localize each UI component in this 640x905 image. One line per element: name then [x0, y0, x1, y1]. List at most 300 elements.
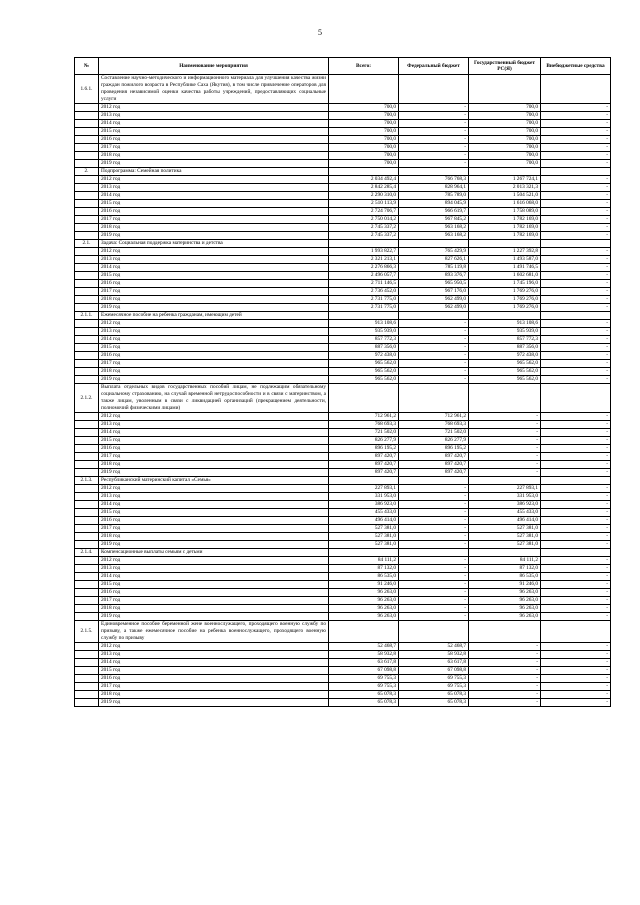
- state-cell: 87 132,0: [469, 565, 541, 573]
- state-cell: 700,0: [469, 160, 541, 168]
- total-cell: 896 195,2: [329, 445, 399, 453]
- empty-cell: [469, 477, 541, 485]
- table-row: [75, 517, 611, 525]
- federal-cell: 785 119,8: [399, 264, 469, 272]
- total-cell: 700,0: [329, 152, 399, 160]
- total-cell: 965 562,0: [329, 368, 399, 376]
- empty-cell: [541, 621, 611, 643]
- year-cell: 2016 год: [99, 136, 329, 144]
- table-row: [75, 200, 611, 208]
- extra-cell: -: [541, 216, 611, 224]
- total-cell: 496 414,0: [329, 517, 399, 525]
- table-row: [75, 573, 611, 581]
- empty-cell: [469, 312, 541, 320]
- table-row: [75, 437, 611, 445]
- extra-cell: -: [541, 651, 611, 659]
- table-row: [75, 557, 611, 565]
- total-cell: 67 098,8: [329, 667, 399, 675]
- year-cell: 2015 год: [99, 509, 329, 517]
- table-row: [75, 232, 611, 240]
- total-cell: 527 381,0: [329, 533, 399, 541]
- federal-cell: -: [399, 581, 469, 589]
- federal-cell: 897 420,7: [399, 453, 469, 461]
- state-cell: 527 381,0: [469, 525, 541, 533]
- extra-cell: -: [541, 421, 611, 429]
- total-cell: 700,0: [329, 128, 399, 136]
- year-cell: 2013 год: [99, 328, 329, 336]
- table-row: [75, 248, 611, 256]
- year-cell: 2016 год: [99, 517, 329, 525]
- total-cell: 527 381,0: [329, 541, 399, 549]
- federal-cell: -: [399, 352, 469, 360]
- federal-cell: 58 932,8: [399, 651, 469, 659]
- year-cell: 2015 год: [99, 581, 329, 589]
- federal-cell: -: [399, 493, 469, 501]
- federal-cell: 962 499,0: [399, 304, 469, 312]
- year-cell: 2019 год: [99, 541, 329, 549]
- section-code: 2.1.1.: [75, 312, 99, 320]
- total-cell: 2 290 310,0: [329, 192, 399, 200]
- empty-cell: [75, 493, 99, 501]
- table-row: [75, 501, 611, 509]
- year-cell: 2014 год: [99, 336, 329, 344]
- table-row: [75, 184, 611, 192]
- table-row: [75, 152, 611, 160]
- state-cell: 700,0: [469, 144, 541, 152]
- table-row: [75, 192, 611, 200]
- state-cell: 965 562,0: [469, 368, 541, 376]
- section-title: Подпрограмма: Семейная политика: [99, 168, 329, 176]
- federal-cell: -: [399, 144, 469, 152]
- year-cell: 2018 год: [99, 461, 329, 469]
- total-cell: 700,0: [329, 120, 399, 128]
- extra-cell: -: [541, 541, 611, 549]
- total-cell: 2 745 337,2: [329, 224, 399, 232]
- extra-cell: -: [541, 501, 611, 509]
- section-title: Единовременное пособие беременной жене военнослужащего, проходящего военную службу по призыву, а также ежемесячное пособие на ребенка военнослужащего, проходящего военную службу по призыву: [99, 621, 329, 643]
- empty-cell: [399, 75, 469, 104]
- table-row: [75, 659, 611, 667]
- federal-cell: 826 277,9: [399, 437, 469, 445]
- state-cell: 1 782 169,0: [469, 216, 541, 224]
- empty-cell: [75, 597, 99, 605]
- extra-cell: -: [541, 200, 611, 208]
- empty-cell: [75, 429, 99, 437]
- total-cell: 227 893,1: [329, 485, 399, 493]
- empty-cell: [75, 264, 99, 272]
- empty-cell: [399, 312, 469, 320]
- section-title: Компенсационные выплаты семьям с детьми: [99, 549, 329, 557]
- year-cell: 2012 год: [99, 485, 329, 493]
- table-row: [75, 421, 611, 429]
- empty-cell: [75, 256, 99, 264]
- empty-cell: [469, 240, 541, 248]
- federal-cell: -: [399, 605, 469, 613]
- empty-cell: [75, 573, 99, 581]
- year-cell: 2019 год: [99, 304, 329, 312]
- section-title: Ежемесячное пособие на ребенка гражданам, имеющим детей: [99, 312, 329, 320]
- state-cell: -: [469, 453, 541, 461]
- total-cell: 897 420,7: [329, 453, 399, 461]
- extra-cell: -: [541, 152, 611, 160]
- year-cell: 2018 год: [99, 368, 329, 376]
- federal-cell: 963 168,2: [399, 224, 469, 232]
- state-cell: 96 263,0: [469, 589, 541, 597]
- state-cell: 700,0: [469, 120, 541, 128]
- empty-cell: [541, 549, 611, 557]
- table-row: [75, 691, 611, 699]
- federal-cell: -: [399, 541, 469, 549]
- federal-cell: -: [399, 501, 469, 509]
- year-cell: 2016 год: [99, 280, 329, 288]
- federal-cell: -: [399, 368, 469, 376]
- total-cell: 887 356,0: [329, 344, 399, 352]
- state-cell: 972 438,0: [469, 352, 541, 360]
- total-cell: 58 932,8: [329, 651, 399, 659]
- table-row: [75, 589, 611, 597]
- year-cell: 2013 год: [99, 112, 329, 120]
- empty-cell: [541, 168, 611, 176]
- year-cell: 2013 год: [99, 493, 329, 501]
- section-title: Выплата отдельных видов государственных пособий лицам, не подлежащим обязательному социальному страхованию, на случай временной нетрудоспособности и в связи с материнством, а также лицам, уволенным в связи с ликвидацией организаций (прекращением деятельности, полномочий физическими лицами): [99, 384, 329, 413]
- column-header: №: [75, 58, 99, 75]
- total-cell: 700,0: [329, 104, 399, 112]
- federal-cell: -: [399, 597, 469, 605]
- federal-cell: 962 499,0: [399, 296, 469, 304]
- state-cell: 1 782 169,0: [469, 232, 541, 240]
- extra-cell: -: [541, 184, 611, 192]
- year-cell: 2014 год: [99, 501, 329, 509]
- total-cell: 63 617,8: [329, 659, 399, 667]
- state-cell: 527 381,0: [469, 533, 541, 541]
- table-row: [75, 485, 611, 493]
- empty-cell: [75, 501, 99, 509]
- table-row: [75, 128, 611, 136]
- empty-cell: [75, 581, 99, 589]
- federal-cell: 893 376,7: [399, 272, 469, 280]
- empty-cell: [469, 75, 541, 104]
- empty-cell: [75, 296, 99, 304]
- federal-cell: -: [399, 565, 469, 573]
- table-row: [75, 344, 611, 352]
- table-row: [75, 509, 611, 517]
- federal-cell: 65 078,3: [399, 699, 469, 707]
- federal-cell: -: [399, 328, 469, 336]
- section-row: [75, 240, 611, 248]
- empty-cell: [75, 104, 99, 112]
- state-cell: 331 953,0: [469, 493, 541, 501]
- state-cell: -: [469, 683, 541, 691]
- table-row: [75, 461, 611, 469]
- total-cell: 2 842 285,4: [329, 184, 399, 192]
- extra-cell: -: [541, 469, 611, 477]
- year-cell: 2015 год: [99, 344, 329, 352]
- total-cell: 897 420,7: [329, 469, 399, 477]
- federal-cell: -: [399, 509, 469, 517]
- state-cell: -: [469, 421, 541, 429]
- state-cell: 965 562,0: [469, 360, 541, 368]
- empty-cell: [75, 413, 99, 421]
- empty-cell: [75, 421, 99, 429]
- table-row: [75, 304, 611, 312]
- empty-cell: [75, 469, 99, 477]
- state-cell: 91 246,0: [469, 581, 541, 589]
- year-cell: 2017 год: [99, 597, 329, 605]
- extra-cell: -: [541, 485, 611, 493]
- year-cell: 2014 год: [99, 264, 329, 272]
- state-cell: 1 616 068,0: [469, 200, 541, 208]
- empty-cell: [329, 240, 399, 248]
- federal-cell: -: [399, 589, 469, 597]
- empty-cell: [75, 485, 99, 493]
- year-cell: 2016 год: [99, 352, 329, 360]
- state-cell: 1 504 521,0: [469, 192, 541, 200]
- federal-cell: -: [399, 557, 469, 565]
- table-row: [75, 104, 611, 112]
- empty-cell: [75, 248, 99, 256]
- column-header: Всего:: [329, 58, 399, 75]
- table-row: [75, 445, 611, 453]
- extra-cell: -: [541, 691, 611, 699]
- table-row: [75, 144, 611, 152]
- state-cell: 1 769 276,0: [469, 296, 541, 304]
- total-cell: 712 961,2: [329, 413, 399, 421]
- total-cell: 2 750 014,2: [329, 216, 399, 224]
- empty-cell: [75, 216, 99, 224]
- empty-cell: [469, 384, 541, 413]
- empty-cell: [75, 691, 99, 699]
- extra-cell: -: [541, 296, 611, 304]
- year-cell: 2019 год: [99, 160, 329, 168]
- table-row: [75, 280, 611, 288]
- extra-cell: -: [541, 493, 611, 501]
- state-cell: -: [469, 691, 541, 699]
- year-cell: 2014 год: [99, 192, 329, 200]
- empty-cell: [329, 621, 399, 643]
- empty-cell: [75, 352, 99, 360]
- total-cell: 2 510 113,9: [329, 200, 399, 208]
- empty-cell: [75, 461, 99, 469]
- section-row: [75, 312, 611, 320]
- section-code: 1.6.1.: [75, 75, 99, 104]
- federal-cell: -: [399, 104, 469, 112]
- federal-cell: 963 168,2: [399, 232, 469, 240]
- federal-cell: -: [399, 320, 469, 328]
- empty-cell: [541, 75, 611, 104]
- federal-cell: -: [399, 376, 469, 384]
- federal-cell: -: [399, 152, 469, 160]
- extra-cell: -: [541, 659, 611, 667]
- total-cell: 455 433,0: [329, 509, 399, 517]
- empty-cell: [75, 557, 99, 565]
- empty-cell: [399, 549, 469, 557]
- section-row: [75, 621, 611, 643]
- state-cell: 913 108,6: [469, 320, 541, 328]
- empty-cell: [75, 232, 99, 240]
- total-cell: 84 111,2: [329, 557, 399, 565]
- section-row: [75, 477, 611, 485]
- total-cell: 2 724 706,7: [329, 208, 399, 216]
- empty-cell: [329, 75, 399, 104]
- table-row: [75, 533, 611, 541]
- empty-cell: [75, 437, 99, 445]
- year-cell: 2013 год: [99, 256, 329, 264]
- year-cell: 2015 год: [99, 200, 329, 208]
- year-cell: 2015 год: [99, 128, 329, 136]
- section-code: 2.1.4.: [75, 549, 99, 557]
- total-cell: 768 693,3: [329, 421, 399, 429]
- state-cell: 1 493 587,0: [469, 256, 541, 264]
- federal-cell: 897 420,7: [399, 461, 469, 469]
- empty-cell: [75, 280, 99, 288]
- federal-cell: -: [399, 120, 469, 128]
- extra-cell: -: [541, 248, 611, 256]
- extra-cell: -: [541, 517, 611, 525]
- table-row: [75, 675, 611, 683]
- table-row: [75, 683, 611, 691]
- federal-cell: -: [399, 136, 469, 144]
- federal-cell: 67 098,8: [399, 667, 469, 675]
- state-cell: 1 602 681,0: [469, 272, 541, 280]
- federal-cell: -: [399, 128, 469, 136]
- empty-cell: [469, 549, 541, 557]
- year-cell: 2014 год: [99, 573, 329, 581]
- empty-cell: [75, 376, 99, 384]
- table-row: [75, 541, 611, 549]
- federal-cell: -: [399, 517, 469, 525]
- empty-cell: [75, 200, 99, 208]
- federal-cell: 897 420,7: [399, 469, 469, 477]
- empty-cell: [399, 240, 469, 248]
- empty-cell: [75, 445, 99, 453]
- year-cell: 2017 год: [99, 144, 329, 152]
- extra-cell: -: [541, 675, 611, 683]
- state-cell: 96 263,0: [469, 605, 541, 613]
- table-row: [75, 453, 611, 461]
- year-cell: 2014 год: [99, 120, 329, 128]
- empty-cell: [75, 541, 99, 549]
- extra-cell: -: [541, 288, 611, 296]
- empty-cell: [75, 304, 99, 312]
- empty-cell: [75, 525, 99, 533]
- extra-cell: -: [541, 557, 611, 565]
- state-cell: 1 745 196,0: [469, 280, 541, 288]
- state-cell: 496 414,0: [469, 517, 541, 525]
- total-cell: 700,0: [329, 160, 399, 168]
- total-cell: 91 246,0: [329, 581, 399, 589]
- state-cell: 527 381,0: [469, 541, 541, 549]
- extra-cell: -: [541, 344, 611, 352]
- section-title: Республиканский материнский капитал «Семья»: [99, 477, 329, 485]
- year-cell: 2015 год: [99, 667, 329, 675]
- state-cell: 700,0: [469, 104, 541, 112]
- year-cell: 2019 год: [99, 699, 329, 707]
- table-row: [75, 328, 611, 336]
- table-row: [75, 288, 611, 296]
- total-cell: 386 923,0: [329, 501, 399, 509]
- year-cell: 2018 год: [99, 152, 329, 160]
- table-row: [75, 597, 611, 605]
- total-cell: 65 078,3: [329, 699, 399, 707]
- total-cell: 1 993 822,7: [329, 248, 399, 256]
- empty-cell: [75, 675, 99, 683]
- federal-cell: 828 964,1: [399, 184, 469, 192]
- empty-cell: [329, 384, 399, 413]
- federal-cell: 52 468,7: [399, 643, 469, 651]
- total-cell: 700,0: [329, 112, 399, 120]
- year-cell: 2017 год: [99, 288, 329, 296]
- table-row: [75, 413, 611, 421]
- empty-cell: [541, 477, 611, 485]
- total-cell: 527 381,0: [329, 525, 399, 533]
- year-cell: 2012 год: [99, 320, 329, 328]
- empty-cell: [541, 312, 611, 320]
- total-cell: 826 277,9: [329, 437, 399, 445]
- empty-cell: [399, 621, 469, 643]
- extra-cell: -: [541, 336, 611, 344]
- total-cell: 2 321 213,1: [329, 256, 399, 264]
- table-row: [75, 120, 611, 128]
- section-title: Задача: Социальная поддержка материнства и детства: [99, 240, 329, 248]
- section-code: 2.1.5.: [75, 621, 99, 643]
- total-cell: 52 468,7: [329, 643, 399, 651]
- section-row: [75, 384, 611, 413]
- extra-cell: -: [541, 509, 611, 517]
- year-cell: 2012 год: [99, 176, 329, 184]
- extra-cell: -: [541, 280, 611, 288]
- extra-cell: -: [541, 328, 611, 336]
- extra-cell: -: [541, 208, 611, 216]
- extra-cell: -: [541, 192, 611, 200]
- extra-cell: -: [541, 597, 611, 605]
- state-cell: 700,0: [469, 152, 541, 160]
- total-cell: 69 755,3: [329, 683, 399, 691]
- year-cell: 2014 год: [99, 429, 329, 437]
- total-cell: 700,0: [329, 144, 399, 152]
- table-header-row: [75, 58, 611, 75]
- empty-cell: [75, 328, 99, 336]
- total-cell: 935 939,0: [329, 328, 399, 336]
- state-cell: -: [469, 469, 541, 477]
- extra-cell: -: [541, 368, 611, 376]
- table-row: [75, 429, 611, 437]
- state-cell: -: [469, 675, 541, 683]
- empty-cell: [541, 240, 611, 248]
- extra-cell: -: [541, 605, 611, 613]
- year-cell: 2018 год: [99, 605, 329, 613]
- state-cell: 935 939,0: [469, 328, 541, 336]
- federal-cell: -: [399, 360, 469, 368]
- empty-cell: [75, 192, 99, 200]
- federal-cell: 766 768,3: [399, 176, 469, 184]
- empty-cell: [75, 613, 99, 621]
- table-row: [75, 525, 611, 533]
- extra-cell: -: [541, 112, 611, 120]
- extra-cell: -: [541, 699, 611, 707]
- table-row: [75, 699, 611, 707]
- year-cell: 2012 год: [99, 643, 329, 651]
- state-cell: 386 923,0: [469, 501, 541, 509]
- column-header: Внебюджетные средства: [541, 58, 611, 75]
- extra-cell: -: [541, 581, 611, 589]
- empty-cell: [75, 643, 99, 651]
- empty-cell: [75, 336, 99, 344]
- extra-cell: -: [541, 413, 611, 421]
- empty-cell: [75, 667, 99, 675]
- section-code: 2.1.: [75, 240, 99, 248]
- extra-cell: -: [541, 683, 611, 691]
- year-cell: 2017 год: [99, 453, 329, 461]
